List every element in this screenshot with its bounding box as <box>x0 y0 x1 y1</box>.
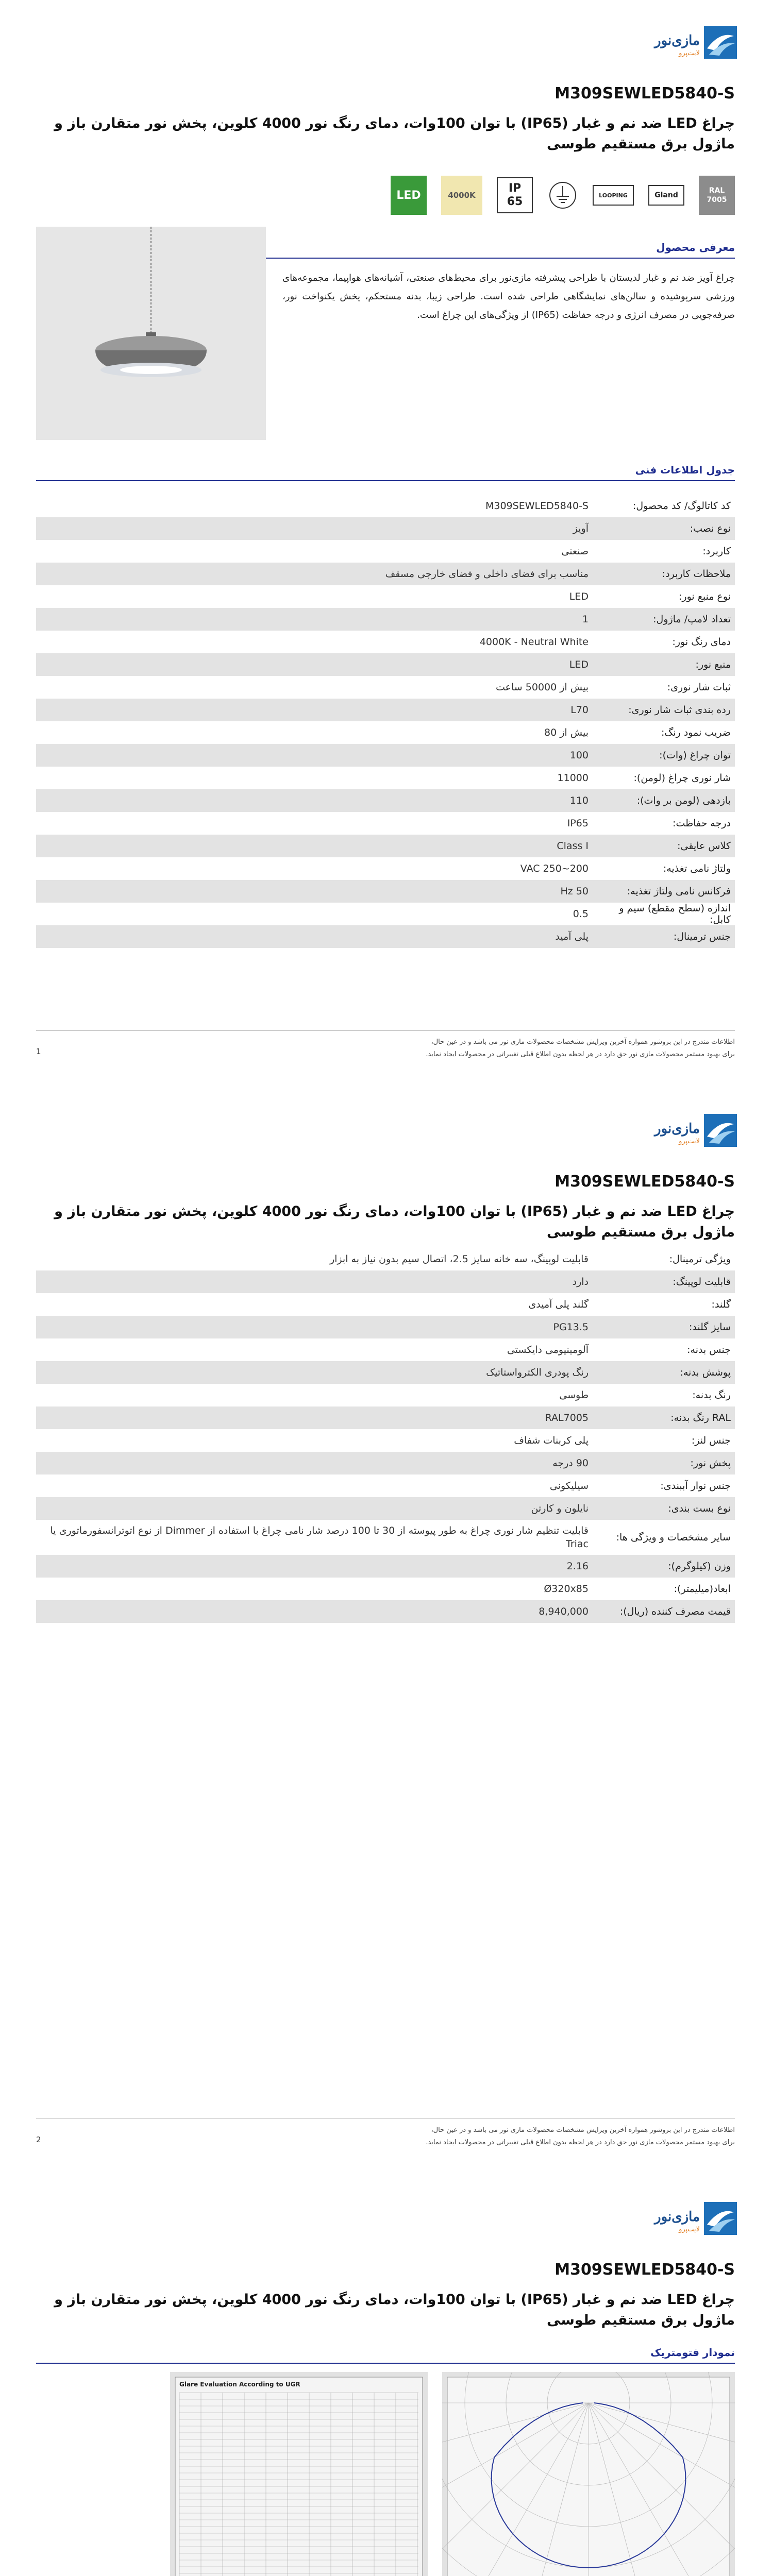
spec-value: سیلیکونی <box>549 1480 589 1492</box>
spec-label: نوع منبع نور: <box>679 591 731 602</box>
spec-row <box>36 1555 735 1578</box>
spec-row <box>36 1270 735 1293</box>
intro-paragraph: چراغ آویز ضد نم و غبار لدیستان با طراحی پیشرفته مازی‌نور برای محیط‌های صنعتی، آشیانه‌های هواپیما، مجموعه‌های ورزشی سرپوشیده و سالن‌های نمایشگاهی طراحی شده است. طراحی زیبا، بدنه مستحکم، پخش یکنواخت نور، صرفه‌جویی در مصرف انرژی و درجه حفاظت (IP65) از ویژگی‌های این چراغ است. <box>282 273 735 320</box>
spec-row <box>36 857 735 880</box>
spec-row <box>36 1316 735 1338</box>
logo-subtext: لایت‌پرو <box>679 49 700 57</box>
product-sku: M309SEWLED5840-S <box>554 2261 735 2279</box>
spec-row <box>36 699 735 721</box>
spec-value: پلی کربنات شفاف <box>514 1435 589 1446</box>
spec-row <box>36 789 735 812</box>
spec-row <box>36 1361 735 1384</box>
page-1 <box>0 0 773 1088</box>
spec-label: کد کاتالوگ/ کد محصول: <box>632 500 731 512</box>
logo-text: مازی‌نور <box>654 1121 700 1137</box>
looping-label: LOOPING <box>599 192 628 199</box>
spec-row <box>36 1429 735 1452</box>
ral-badge-icon <box>699 176 735 215</box>
spec-row <box>36 1578 735 1600</box>
spec-label: جنس لنز: <box>691 1435 731 1446</box>
spec-label: ویژگی ترمینال: <box>669 1253 731 1265</box>
spec-row <box>36 608 735 631</box>
footer-line-1: اطلاعات مندرج در این بروشور همواره آخرین ویرایش مشخصات محصولات مازی نور می باشد و در عین حال، <box>431 2126 735 2134</box>
spec-value: PG13.5 <box>553 1321 589 1333</box>
spec-row <box>36 880 735 903</box>
spec-label: درجه حفاظت: <box>673 818 731 829</box>
spec-row <box>36 1520 735 1555</box>
spec-label: کلاس عایقی: <box>677 840 731 852</box>
spec-label: قیمت مصرف کننده (ریال): <box>619 1606 731 1617</box>
logo-mark-icon <box>704 26 737 59</box>
spec-row <box>36 1406 735 1429</box>
spec-label: وزن (کیلوگرم): <box>668 1561 731 1572</box>
polar-diagram-graphic <box>442 2372 735 2576</box>
spec-label: RAL رنگ بدنه: <box>670 1412 731 1423</box>
led-icon <box>391 176 427 215</box>
logo-mark-icon <box>704 2202 737 2235</box>
logo-text: مازی‌نور <box>654 33 700 48</box>
spec-row <box>36 1497 735 1520</box>
spec-row <box>36 653 735 676</box>
section-intro-heading: معرفی محصول <box>36 241 735 259</box>
spec-label: شار نوری چراغ (لومن): <box>633 772 731 784</box>
spec-value: دارد <box>572 1276 589 1287</box>
spec-label: جنس ترمینال: <box>673 931 731 942</box>
spec-row <box>36 517 735 540</box>
gland-icon <box>648 185 684 206</box>
ral-badge-label: RAL 7005 <box>707 187 727 204</box>
spec-value: بیش از 80 <box>544 727 589 738</box>
spec-row <box>36 744 735 767</box>
gland-label: Gland <box>654 191 678 199</box>
spec-value: 100 <box>569 750 589 761</box>
product-title: چراغ LED ضد نم و غبار (IP65) با توان 100وات، دمای رنگ نور 4000 کلوین، پخش نور متقارن باز و ماژول برق مستقیم طوسی <box>54 2292 735 2328</box>
color-temp-label: 4000K <box>448 191 476 200</box>
spec-label: ابعاد(میلیمتر): <box>674 1583 731 1595</box>
spec-value: طوسی <box>559 1389 589 1401</box>
spec-value: رنگ پودری الکترواستاتیک <box>486 1367 589 1378</box>
spec-value: Class I <box>557 840 589 852</box>
color-temp-icon <box>441 176 482 215</box>
spec-value: بیش از 50000 ساعت <box>496 682 589 693</box>
spec-label: پوشش بدنه: <box>680 1367 731 1378</box>
brand-logo[interactable] <box>654 1111 737 1152</box>
spec-row <box>36 495 735 517</box>
spec-value: IP65 <box>567 818 589 829</box>
polar-diagram <box>442 2372 735 2576</box>
certification-icons <box>391 172 735 218</box>
footer-line-2: برای بهبود مستمر محصولات مازی نور حق دارد در هر لحظه بدون اطلاع قبلی تغییراتی در محصولات ایجاد نماید. <box>426 2139 735 2146</box>
spec-value: گلند پلی آمیدی <box>528 1299 589 1310</box>
footer-disclaimer <box>36 2119 735 2149</box>
spec-label: اندازه (سطح مقطع) سیم و کابل: <box>619 903 731 925</box>
logo-subtext: لایت‌پرو <box>679 2226 700 2233</box>
spec-label: سایر مشخصات و ویژگی ها: <box>616 1532 731 1543</box>
spec-row <box>36 721 735 744</box>
footer-disclaimer <box>36 1030 735 1061</box>
spec-label: سایز گلند: <box>689 1321 731 1333</box>
footer-line-1: اطلاعات مندرج در این بروشور همواره آخرین ویرایش مشخصات محصولات مازی نور می باشد و در عین حال، <box>431 1038 735 1046</box>
spec-value: آویز <box>573 523 589 534</box>
brand-logo[interactable] <box>654 23 737 64</box>
spec-value: 110 <box>569 795 589 806</box>
spec-value: قابلیت لوپینگ، سه خانه سایز 2.5، اتصال سیم بدون نیاز به ابزار <box>329 1253 589 1265</box>
spec-label: ضریب نمود رنگ: <box>661 727 731 738</box>
spec-label: ثبات شار نوری: <box>667 682 731 693</box>
spec-row <box>36 1452 735 1475</box>
spec-row <box>36 1293 735 1316</box>
class-i-earth-icon <box>547 176 578 215</box>
glare-table-image <box>170 2372 428 2576</box>
brand-logo[interactable] <box>654 2199 737 2240</box>
spec-label: گلند: <box>711 1299 731 1310</box>
spec-label: رده بندی ثبات شار نوری: <box>628 704 731 716</box>
spec-row <box>36 812 735 835</box>
spec-label: پخش نور: <box>690 1458 731 1469</box>
spec-value: LED <box>569 659 589 670</box>
section-photometric-heading: نمودار فتومتریک <box>36 2346 735 2364</box>
spec-row <box>36 925 735 948</box>
spec-label: ملاحظات کاربرد: <box>662 568 731 580</box>
spec-row <box>36 1600 735 1623</box>
spec-row <box>36 676 735 699</box>
page-number: 1 <box>36 1047 41 1056</box>
spec-label: تعداد لامپ/ ماژول: <box>653 614 731 625</box>
spec-label: رنگ بدنه: <box>692 1389 731 1401</box>
spec-value: 4000K - Neutral White <box>479 636 589 648</box>
page-number: 2 <box>36 2135 41 2144</box>
spec-value: 8,940,000 <box>539 1606 589 1617</box>
spec-value: Hz 50 <box>560 886 589 897</box>
spec-label: ولتاژ نامی تغذیه: <box>663 863 731 874</box>
spec-row <box>36 835 735 857</box>
spec-table-2 <box>36 1248 735 1623</box>
spec-value: 11000 <box>557 772 589 784</box>
spec-value: LED <box>569 591 589 602</box>
spec-row <box>36 585 735 608</box>
spec-row <box>36 540 735 563</box>
spec-row <box>36 903 735 925</box>
spec-row <box>36 563 735 585</box>
glare-table-graphic <box>170 2372 428 2576</box>
spec-label: قابلیت لوپینگ: <box>673 1276 731 1287</box>
spec-label: کاربرد: <box>702 546 731 557</box>
spec-value: آلومینیومی دایکستی <box>507 1344 589 1355</box>
spec-row <box>36 767 735 789</box>
spec-table-1 <box>36 495 735 948</box>
spec-row <box>36 1338 735 1361</box>
product-sku: M309SEWLED5840-S <box>554 84 735 103</box>
spec-row <box>36 631 735 653</box>
spec-value: 0.5 <box>573 908 589 920</box>
spec-label: فرکانس نامی ولتاژ تغذیه: <box>627 886 731 897</box>
spec-row <box>36 1248 735 1270</box>
spec-value: VAC 250~200 <box>520 863 589 874</box>
spec-value: پلی آمید <box>555 931 589 942</box>
spec-value: L70 <box>570 704 589 716</box>
spec-row <box>36 1475 735 1497</box>
product-sku: M309SEWLED5840-S <box>554 1173 735 1191</box>
spec-label: جنس نوار آببندی: <box>660 1480 731 1492</box>
spec-value: مناسب برای فضای داخلی و فضای خارجی مسقف <box>385 568 589 580</box>
product-photo <box>36 227 266 440</box>
spec-label: نوع نصب: <box>690 523 731 534</box>
looping-icon <box>593 185 634 206</box>
ip65-label: IP 65 <box>507 182 523 208</box>
spec-value: 2.16 <box>566 1561 589 1572</box>
spec-label: دمای رنگ نور: <box>672 636 731 648</box>
spec-label: بازدهی (لومن بر وات): <box>636 795 731 806</box>
section-specs-heading: جدول اطلاعات فنی <box>36 464 735 481</box>
spec-value: قابلیت تنظیم شار نوری چراغ به طور پیوسته از 30 تا 100 درصد شار نامی چراغ با استفاده از Dimmer از نوع اتوترانسفورماتوری یا Triac <box>50 1525 589 1550</box>
page-2 <box>0 1088 773 2176</box>
page-3 <box>0 2176 773 2576</box>
spec-value: نایلون و کارتن <box>531 1503 589 1514</box>
spec-label: منبع نور: <box>695 659 731 670</box>
spec-value: 90 درجه <box>552 1458 589 1469</box>
logo-subtext: لایت‌پرو <box>679 1138 700 1145</box>
spec-label: نوع بست بندی: <box>668 1503 731 1514</box>
product-title: چراغ LED ضد نم و غبار (IP65) با توان 100وات، دمای رنگ نور 4000 کلوین، پخش نور متقارن باز و ماژول برق مستقیم طوسی <box>54 1204 735 1240</box>
logo-text: مازی‌نور <box>654 2209 700 2225</box>
spec-value: RAL7005 <box>545 1412 589 1423</box>
spec-value: M309SEWLED5840-S <box>485 500 589 512</box>
led-label: LED <box>396 189 421 202</box>
spec-value: 1 <box>582 614 589 625</box>
footer-line-2: برای بهبود مستمر محصولات مازی نور حق دارد در هر لحظه بدون اطلاع قبلی تغییراتی در محصولات ایجاد نماید. <box>426 1050 735 1058</box>
ip65-icon <box>497 177 533 213</box>
high-bay-lamp-image <box>36 227 266 440</box>
spec-value: صنعتی <box>561 546 589 557</box>
spec-label: توان چراغ (وات): <box>659 750 731 761</box>
spec-value: Ø320x85 <box>544 1583 589 1595</box>
product-title: چراغ LED ضد نم و غبار (IP65) با توان 100وات، دمای رنگ نور 4000 کلوین، پخش نور متقارن باز و ماژول برق مستقیم طوسی <box>54 115 735 152</box>
logo-mark-icon <box>704 1114 737 1147</box>
spec-row <box>36 1384 735 1406</box>
spec-label: جنس بدنه: <box>687 1344 731 1355</box>
glare-table-title: Glare Evaluation According to UGR <box>179 2381 300 2388</box>
